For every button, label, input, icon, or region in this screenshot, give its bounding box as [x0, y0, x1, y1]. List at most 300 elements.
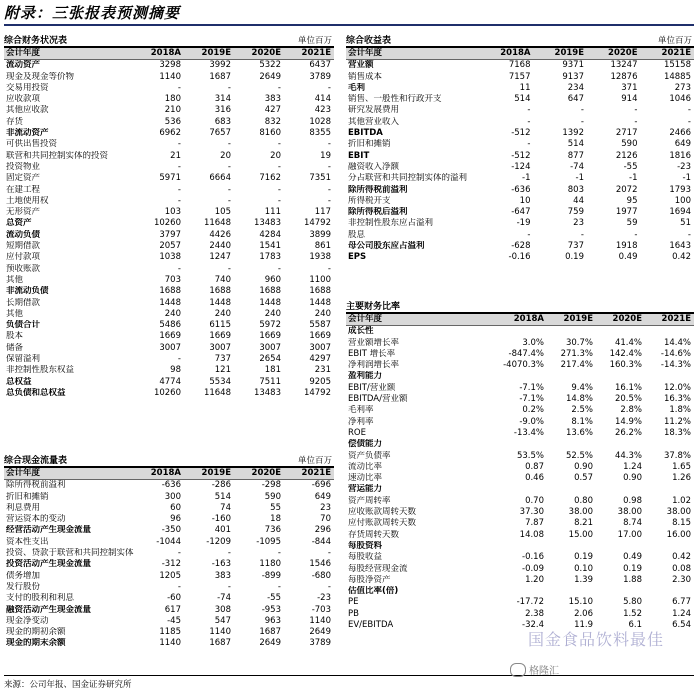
cell-value: 3992 — [209, 60, 231, 71]
cell-value: 1185 — [159, 627, 181, 638]
cell-value: 41.4% — [614, 337, 642, 348]
cell-value: 8160 — [259, 128, 281, 139]
cell-value — [547, 439, 596, 450]
cell-value: 514 — [567, 139, 584, 150]
cell-value: -1 — [522, 173, 531, 184]
row-label: 非控制性股东应占溢利 — [348, 218, 434, 229]
cell-value: 1100 — [309, 274, 331, 285]
cell-value: 308 — [214, 604, 231, 615]
table-row — [4, 117, 334, 128]
cell-value: - — [177, 161, 181, 172]
cell-value: - — [580, 105, 584, 116]
cell-value: 5486 — [159, 320, 181, 331]
table-row — [4, 230, 334, 241]
cell-value: 11648 — [203, 218, 231, 229]
row-label: EBIT/营业额 — [348, 382, 396, 393]
cell-value: 414 — [314, 94, 331, 105]
cell-value: - — [327, 263, 331, 274]
cell-value: 117 — [314, 207, 331, 218]
cell-value: 55 — [270, 502, 281, 513]
row-label: 每股收益 — [348, 552, 383, 563]
cell-value — [498, 586, 547, 597]
cell-value: 3797 — [159, 229, 181, 240]
cell-value: 6115 — [209, 320, 231, 331]
cell-value — [596, 326, 645, 338]
cell-value: 1448 — [159, 297, 181, 308]
cell-value: 240 — [314, 308, 331, 319]
table-row — [4, 616, 334, 627]
row-label: PE — [348, 597, 359, 608]
cell-value: 861 — [314, 241, 331, 252]
cell-value: 1.52 — [623, 608, 642, 619]
row-label: EPS — [348, 252, 367, 263]
cell-value: 1687 — [209, 638, 231, 649]
ratios-header — [346, 296, 694, 314]
cell-value: 1688 — [159, 286, 181, 297]
column-header-year: 2019E — [534, 48, 588, 60]
cell-value: 3.0% — [522, 337, 544, 348]
table-row — [4, 298, 334, 309]
cell-value: 7657 — [209, 128, 231, 139]
cell-value: -19 — [516, 218, 531, 229]
table-row — [346, 552, 694, 563]
cell-value: - — [580, 116, 584, 127]
cell-value: 0.98 — [623, 495, 642, 506]
table-row — [4, 343, 334, 354]
cell-value: 231 — [314, 365, 331, 376]
overlay-watermark-text: 国金食品饮料最佳 — [528, 630, 665, 649]
row-label: 在建工程 — [6, 184, 41, 195]
row-label: 现金的期末余额 — [6, 638, 66, 649]
cell-value: 13.6% — [565, 427, 593, 438]
cell-value: 37.8% — [663, 450, 691, 461]
cell-value: 1247 — [209, 252, 231, 263]
cell-value: -1095 — [256, 536, 281, 547]
cell-value: 1.39 — [574, 574, 593, 585]
cell-value: - — [177, 263, 181, 274]
row-label: 销售、一般性和行政开支 — [348, 94, 442, 105]
table-row — [346, 394, 694, 405]
cell-value: -899 — [261, 570, 281, 581]
cell-value: -32.4 — [522, 620, 544, 631]
cell-value: 6.77 — [672, 597, 691, 608]
row-label: 总资产 — [6, 218, 32, 229]
cell-value: 960 — [264, 274, 281, 285]
table-row — [4, 218, 334, 229]
table-row — [4, 309, 334, 320]
cell-value: 737 — [214, 354, 231, 365]
row-label: 应付账款周转天数 — [348, 518, 417, 529]
cell-value: -45 — [167, 615, 181, 626]
cell-value: 2649 — [259, 71, 281, 82]
table-row — [4, 525, 334, 536]
page-title: 附录：三张报表预测摘要 — [4, 4, 181, 22]
row-label: 投资、贷款于联营和共同控制实体 — [6, 548, 134, 559]
column-header-year: 2018A — [480, 48, 534, 60]
cell-value: -74 — [217, 593, 231, 604]
row-label: 偿债能力 — [348, 439, 383, 450]
table-row — [4, 365, 334, 376]
table-row — [346, 72, 694, 83]
cell-value: 8.74 — [623, 518, 642, 529]
cell-value: -703 — [311, 604, 331, 615]
cell-value: 536 — [164, 116, 181, 127]
cell-value: 1793 — [669, 184, 691, 195]
cell-value: - — [327, 581, 331, 592]
cell-value: - — [634, 105, 638, 116]
cell-value: 271.3% — [560, 348, 593, 359]
cell-value: 4774 — [159, 376, 181, 387]
row-label: 毛利率 — [348, 405, 374, 416]
column-header-row — [4, 468, 334, 480]
cell-value: - — [687, 105, 691, 116]
row-label: 土地使用权 — [6, 195, 49, 206]
cell-value: 14.08 — [519, 529, 544, 540]
cell-value: -512 — [511, 150, 531, 161]
cell-value: 8.1% — [571, 416, 593, 427]
cell-value: 1140 — [159, 638, 181, 649]
cell-value: 2649 — [259, 638, 281, 649]
table-row — [4, 241, 334, 252]
balance-sheet-unit: 单位百万 — [297, 36, 332, 46]
cell-value: 2057 — [159, 241, 181, 252]
row-label: 现金及现金等价物 — [6, 71, 75, 82]
ratios-table — [346, 314, 694, 631]
table-row — [4, 207, 334, 218]
cell-value: 15158 — [663, 60, 691, 71]
table-row — [346, 462, 694, 473]
table-row — [346, 241, 694, 252]
table-row — [346, 173, 694, 184]
cell-value: 180 — [164, 94, 181, 105]
table-row — [346, 383, 694, 394]
table-row — [4, 105, 334, 116]
cell-value: 8.15 — [672, 518, 691, 529]
cell-value: 7351 — [309, 173, 331, 184]
cell-value — [645, 439, 694, 450]
cell-value — [547, 371, 596, 382]
cell-value: 1687 — [259, 627, 281, 638]
cell-value: -14.3% — [660, 360, 691, 371]
cell-value: - — [277, 581, 281, 592]
table-row — [346, 230, 694, 241]
balance-sheet-title: 综合财务状况表 — [4, 36, 68, 46]
cell-value: - — [687, 229, 691, 240]
cell-value: 26.2% — [614, 427, 642, 438]
cell-value: 11.9 — [574, 620, 593, 631]
table-row — [346, 196, 694, 207]
table-row — [346, 530, 694, 541]
cell-value: 0.49 — [618, 252, 638, 263]
table-row — [346, 207, 694, 218]
column-header-year: 2021E — [641, 48, 695, 60]
cell-value: - — [327, 161, 331, 172]
cell-value: 2126 — [615, 150, 638, 161]
table-row — [346, 360, 694, 371]
table-row — [346, 185, 694, 196]
table-row — [346, 597, 694, 608]
source-note: 来源：公司年报、国金证券研究所 — [4, 680, 132, 690]
cell-value: -55 — [267, 593, 281, 604]
cell-value: 10 — [519, 195, 531, 206]
cell-value: 427 — [264, 105, 281, 116]
cell-value: -9.0% — [519, 416, 544, 427]
cell-value: - — [177, 354, 181, 365]
column-header-year: 2020E — [234, 468, 284, 480]
cell-value: 383 — [264, 94, 281, 105]
row-label: 利息费用 — [6, 502, 41, 513]
cell-value: 1448 — [209, 297, 231, 308]
cell-value: 0.19 — [574, 552, 593, 563]
cell-value — [596, 439, 645, 450]
cell-value: 13483 — [253, 387, 281, 398]
row-label: 除所得税前溢利 — [348, 184, 408, 195]
table-row — [4, 537, 334, 548]
row-label: 可供出售投资 — [6, 139, 58, 150]
cell-value: 0.90 — [574, 461, 593, 472]
ratios-title: 主要财务比率 — [346, 302, 401, 312]
row-label: 每股资料 — [348, 540, 383, 551]
cash-flow-unit: 单位百万 — [297, 456, 332, 466]
row-label: 固定资产 — [6, 173, 41, 184]
cell-value: 1688 — [259, 286, 281, 297]
row-label: 估值比率(倍) — [348, 586, 399, 597]
cell-value: 10260 — [153, 387, 181, 398]
row-label: EV/EBITDA — [348, 620, 394, 631]
cell-value: 96 — [170, 514, 181, 525]
cell-value: 15.10 — [568, 597, 593, 608]
cash-flow-table — [4, 468, 334, 650]
row-label: 其他 — [6, 308, 24, 319]
cell-value: 95 — [626, 195, 638, 206]
row-label: 除所得税后溢利 — [348, 207, 408, 218]
cell-value — [645, 484, 694, 495]
column-header-year: 2021E — [645, 314, 694, 326]
cell-value: - — [227, 548, 231, 559]
cell-value: 2717 — [615, 128, 638, 139]
cell-value: 703 — [164, 274, 181, 285]
cell-value: - — [227, 161, 231, 172]
table-row — [346, 338, 694, 349]
cell-value: 5971 — [159, 173, 181, 184]
column-header-year: 2020E — [234, 48, 284, 60]
row-label: 长期借款 — [6, 297, 41, 308]
cell-value: 1448 — [309, 297, 331, 308]
table-row — [346, 371, 694, 382]
watermark-text: 格隆汇 — [529, 666, 559, 677]
row-label: 速动比率 — [348, 473, 383, 484]
cell-value: 1546 — [309, 559, 331, 570]
cell-value — [596, 586, 645, 597]
cell-value: - — [687, 116, 691, 127]
cell-value — [547, 326, 596, 338]
row-label: 毛利 — [348, 82, 366, 93]
cell-value: 20 — [220, 150, 231, 161]
row-label: 资产周转率 — [348, 495, 391, 506]
row-label: 应付款项 — [6, 252, 41, 263]
cell-value: -163 — [211, 559, 231, 570]
table-row — [346, 586, 694, 597]
column-header-label: 会计年度 — [346, 48, 480, 60]
row-label: ROE — [348, 427, 366, 438]
cell-value: 1643 — [669, 241, 691, 252]
row-label: 除所得税前溢利 — [6, 480, 66, 491]
cell-value: 3007 — [209, 342, 231, 353]
cell-value: -17.72 — [516, 597, 544, 608]
cell-value: 12876 — [610, 71, 638, 82]
table-row — [4, 627, 334, 638]
cell-value — [596, 371, 645, 382]
cell-value: 16.1% — [614, 382, 642, 393]
table-row — [346, 252, 694, 263]
row-label: 储备 — [6, 342, 24, 353]
row-label: 现金净变动 — [6, 615, 49, 626]
row-label: 交易用投资 — [6, 82, 49, 93]
cell-value: 0.42 — [672, 252, 691, 263]
table-row — [4, 185, 334, 196]
cell-value: 9371 — [562, 60, 584, 71]
cell-value: -312 — [161, 559, 181, 570]
row-label: 发行股份 — [6, 581, 41, 592]
cell-value: 4297 — [309, 354, 331, 365]
cell-value: 70 — [320, 514, 331, 525]
cell-value: -13.4% — [513, 427, 544, 438]
column-header-year: 2019E — [184, 48, 234, 60]
cell-value: 5587 — [309, 320, 331, 331]
cell-value: 2.8% — [620, 405, 642, 416]
cell-value: 0.08 — [672, 563, 691, 574]
row-label: 非流动负债 — [6, 286, 49, 297]
cell-value: 8.21 — [574, 518, 593, 529]
cell-value: 103 — [164, 207, 181, 218]
row-label: 股息 — [348, 229, 366, 240]
cell-value: 0.49 — [623, 552, 642, 563]
cell-value: 3007 — [259, 342, 281, 353]
table-row — [346, 326, 694, 338]
cell-value: 9.4% — [571, 382, 593, 393]
cell-value: 5972 — [259, 320, 281, 331]
column-header-row — [346, 48, 694, 60]
wechat-icon — [510, 663, 526, 677]
row-label: 融资收入净额 — [348, 161, 400, 172]
cell-value: 273 — [674, 82, 691, 93]
cell-value: 683 — [214, 116, 231, 127]
row-label: 母公司股东应占溢利 — [348, 241, 425, 252]
cell-value: 2440 — [209, 241, 231, 252]
row-label: 短期借款 — [6, 241, 41, 252]
row-label: 流动资产 — [6, 60, 41, 71]
income-statement-unit: 单位百万 — [657, 36, 692, 46]
cell-value: 98 — [170, 365, 181, 376]
table-row — [346, 60, 694, 72]
cell-value: 0.10 — [574, 563, 593, 574]
cell-value: 7511 — [259, 376, 281, 387]
cell-value: 21 — [170, 150, 181, 161]
cell-value: 736 — [264, 525, 281, 536]
cell-value: -0.16 — [522, 552, 544, 563]
cell-value: 649 — [674, 139, 691, 150]
cell-value: - — [177, 184, 181, 195]
table-row — [346, 105, 694, 116]
table-row — [346, 564, 694, 575]
table-row — [346, 349, 694, 360]
cell-value: 2072 — [615, 184, 638, 195]
cell-value: -0.09 — [522, 563, 544, 574]
ratios-section — [346, 296, 694, 631]
row-label: 其他营业收入 — [348, 116, 400, 127]
row-label: 折旧和摊销 — [6, 491, 49, 502]
cell-value: 1694 — [669, 207, 691, 218]
cell-value: 38.00 — [617, 507, 642, 518]
cell-value: 38.00 — [568, 507, 593, 518]
income-statement-title: 综合收益表 — [346, 36, 392, 46]
cell-value: 6.1 — [628, 620, 642, 631]
cell-value: 963 — [264, 615, 281, 626]
cell-value: 6962 — [159, 128, 181, 139]
cell-value: 14.8% — [565, 394, 593, 405]
table-row — [4, 320, 334, 331]
cell-value: 3298 — [159, 60, 181, 71]
cell-value: 1392 — [562, 128, 584, 139]
table-row — [346, 94, 694, 105]
cell-value: 1816 — [669, 150, 691, 161]
column-header-year: 2021E — [284, 468, 334, 480]
cell-value: 17.00 — [617, 529, 642, 540]
cell-value: - — [227, 195, 231, 206]
cell-value: 877 — [567, 150, 584, 161]
cell-value: - — [277, 82, 281, 93]
cell-value: - — [327, 548, 331, 559]
cell-value: - — [580, 229, 584, 240]
cell-value: 514 — [514, 94, 531, 105]
cell-value: 23 — [320, 502, 331, 513]
cell-value: -4070.3% — [503, 360, 544, 371]
cell-value: 1.65 — [672, 461, 691, 472]
cell-value: 11 — [519, 82, 531, 93]
cell-value: -636 — [161, 480, 181, 491]
cell-value: 37.30 — [519, 507, 544, 518]
cell-value: 1669 — [209, 331, 231, 342]
cell-value: 100 — [674, 195, 691, 206]
cell-value: - — [277, 195, 281, 206]
table-row — [4, 548, 334, 559]
row-label: 总负债和总权益 — [6, 387, 66, 398]
cell-value: 13247 — [610, 60, 638, 71]
cell-value: -1 — [629, 173, 638, 184]
cell-value: 142.4% — [609, 348, 642, 359]
cell-value: 0.19 — [623, 563, 642, 574]
cell-value: - — [177, 139, 181, 150]
table-row — [346, 218, 694, 229]
cell-value: 0.57 — [574, 473, 593, 484]
table-row — [346, 405, 694, 416]
table-row — [4, 480, 334, 492]
table-row — [4, 83, 334, 94]
cell-value: -847.4% — [508, 348, 544, 359]
row-label: 非控制性股东权益 — [6, 365, 75, 376]
cell-value: 647 — [567, 94, 584, 105]
table-row — [346, 496, 694, 507]
table-row — [4, 72, 334, 83]
cell-value: 1688 — [309, 286, 331, 297]
row-label: 联营和共同控制实体的投资 — [6, 150, 109, 161]
income-statement-table — [346, 48, 694, 264]
cell-value: 7162 — [259, 173, 281, 184]
row-label: 应收款项 — [6, 94, 41, 105]
cell-value: 1140 — [159, 71, 181, 82]
cell-value: - — [527, 105, 531, 116]
table-row — [4, 264, 334, 275]
